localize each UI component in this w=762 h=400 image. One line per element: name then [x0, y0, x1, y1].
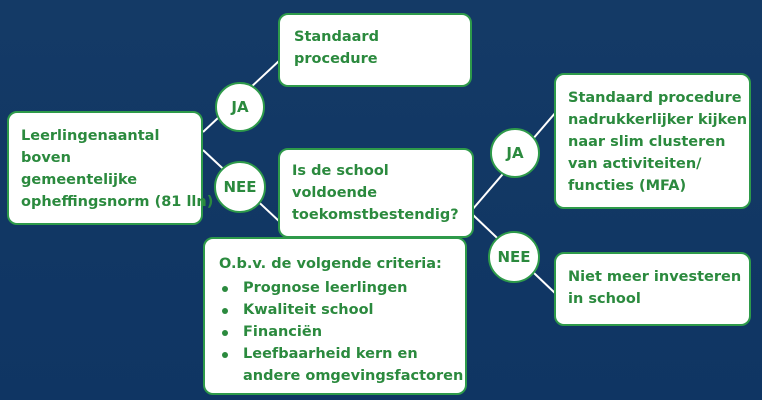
start-line-3: gemeentelijke	[21, 172, 138, 188]
question-line-3: toekomstbestendig?	[292, 207, 459, 223]
start-condition-box	[7, 111, 214, 225]
question-line-1: Is de school	[292, 163, 389, 179]
start-line-1: Leerlingenaantal	[21, 128, 160, 144]
criteria-item: Prognose leerlingen	[219, 277, 451, 299]
criteria-item: Financiën	[219, 321, 451, 343]
criteria-list	[219, 277, 464, 387]
ja-label-1: JA	[215, 82, 265, 132]
outcome-cluster-line-3: naar slim clusteren	[568, 134, 726, 150]
question-box	[278, 148, 474, 238]
outcome-cluster-line-1: Standaard procedure	[568, 90, 742, 106]
outcome-cluster-line-5: functies (MFA)	[568, 178, 687, 194]
criteria-item: Leefbaarheid kern en andere omgevingsfactoren	[219, 343, 451, 387]
criteria-intro: O.b.v. de volgende criteria:	[219, 256, 442, 272]
outcome-cluster-box	[554, 73, 751, 209]
criteria-box	[203, 237, 467, 395]
outcome-standard-line-2: procedure	[294, 51, 378, 67]
outcome-stop-line-2: in school	[568, 291, 641, 307]
nee-label-1: NEE	[214, 161, 266, 213]
outcome-stop-line-1: Niet meer investeren	[568, 269, 742, 285]
start-line-2: boven	[21, 150, 71, 166]
nee-label-2: NEE	[488, 231, 540, 283]
outcome-standard-procedure-box	[278, 13, 472, 87]
start-line-4: opheffingsnorm (81 lln)	[21, 194, 214, 210]
outcome-cluster-line-2: nadrukkerlijker kijken	[568, 112, 748, 128]
outcome-standard-line-1: Standaard	[294, 29, 379, 45]
criteria-item: Kwaliteit school	[219, 299, 451, 321]
question-line-2: voldoende	[292, 185, 378, 201]
outcome-stop-investing-box	[554, 252, 751, 326]
ja-label-2: JA	[490, 128, 540, 178]
outcome-cluster-line-4: van activiteiten/	[568, 156, 702, 172]
